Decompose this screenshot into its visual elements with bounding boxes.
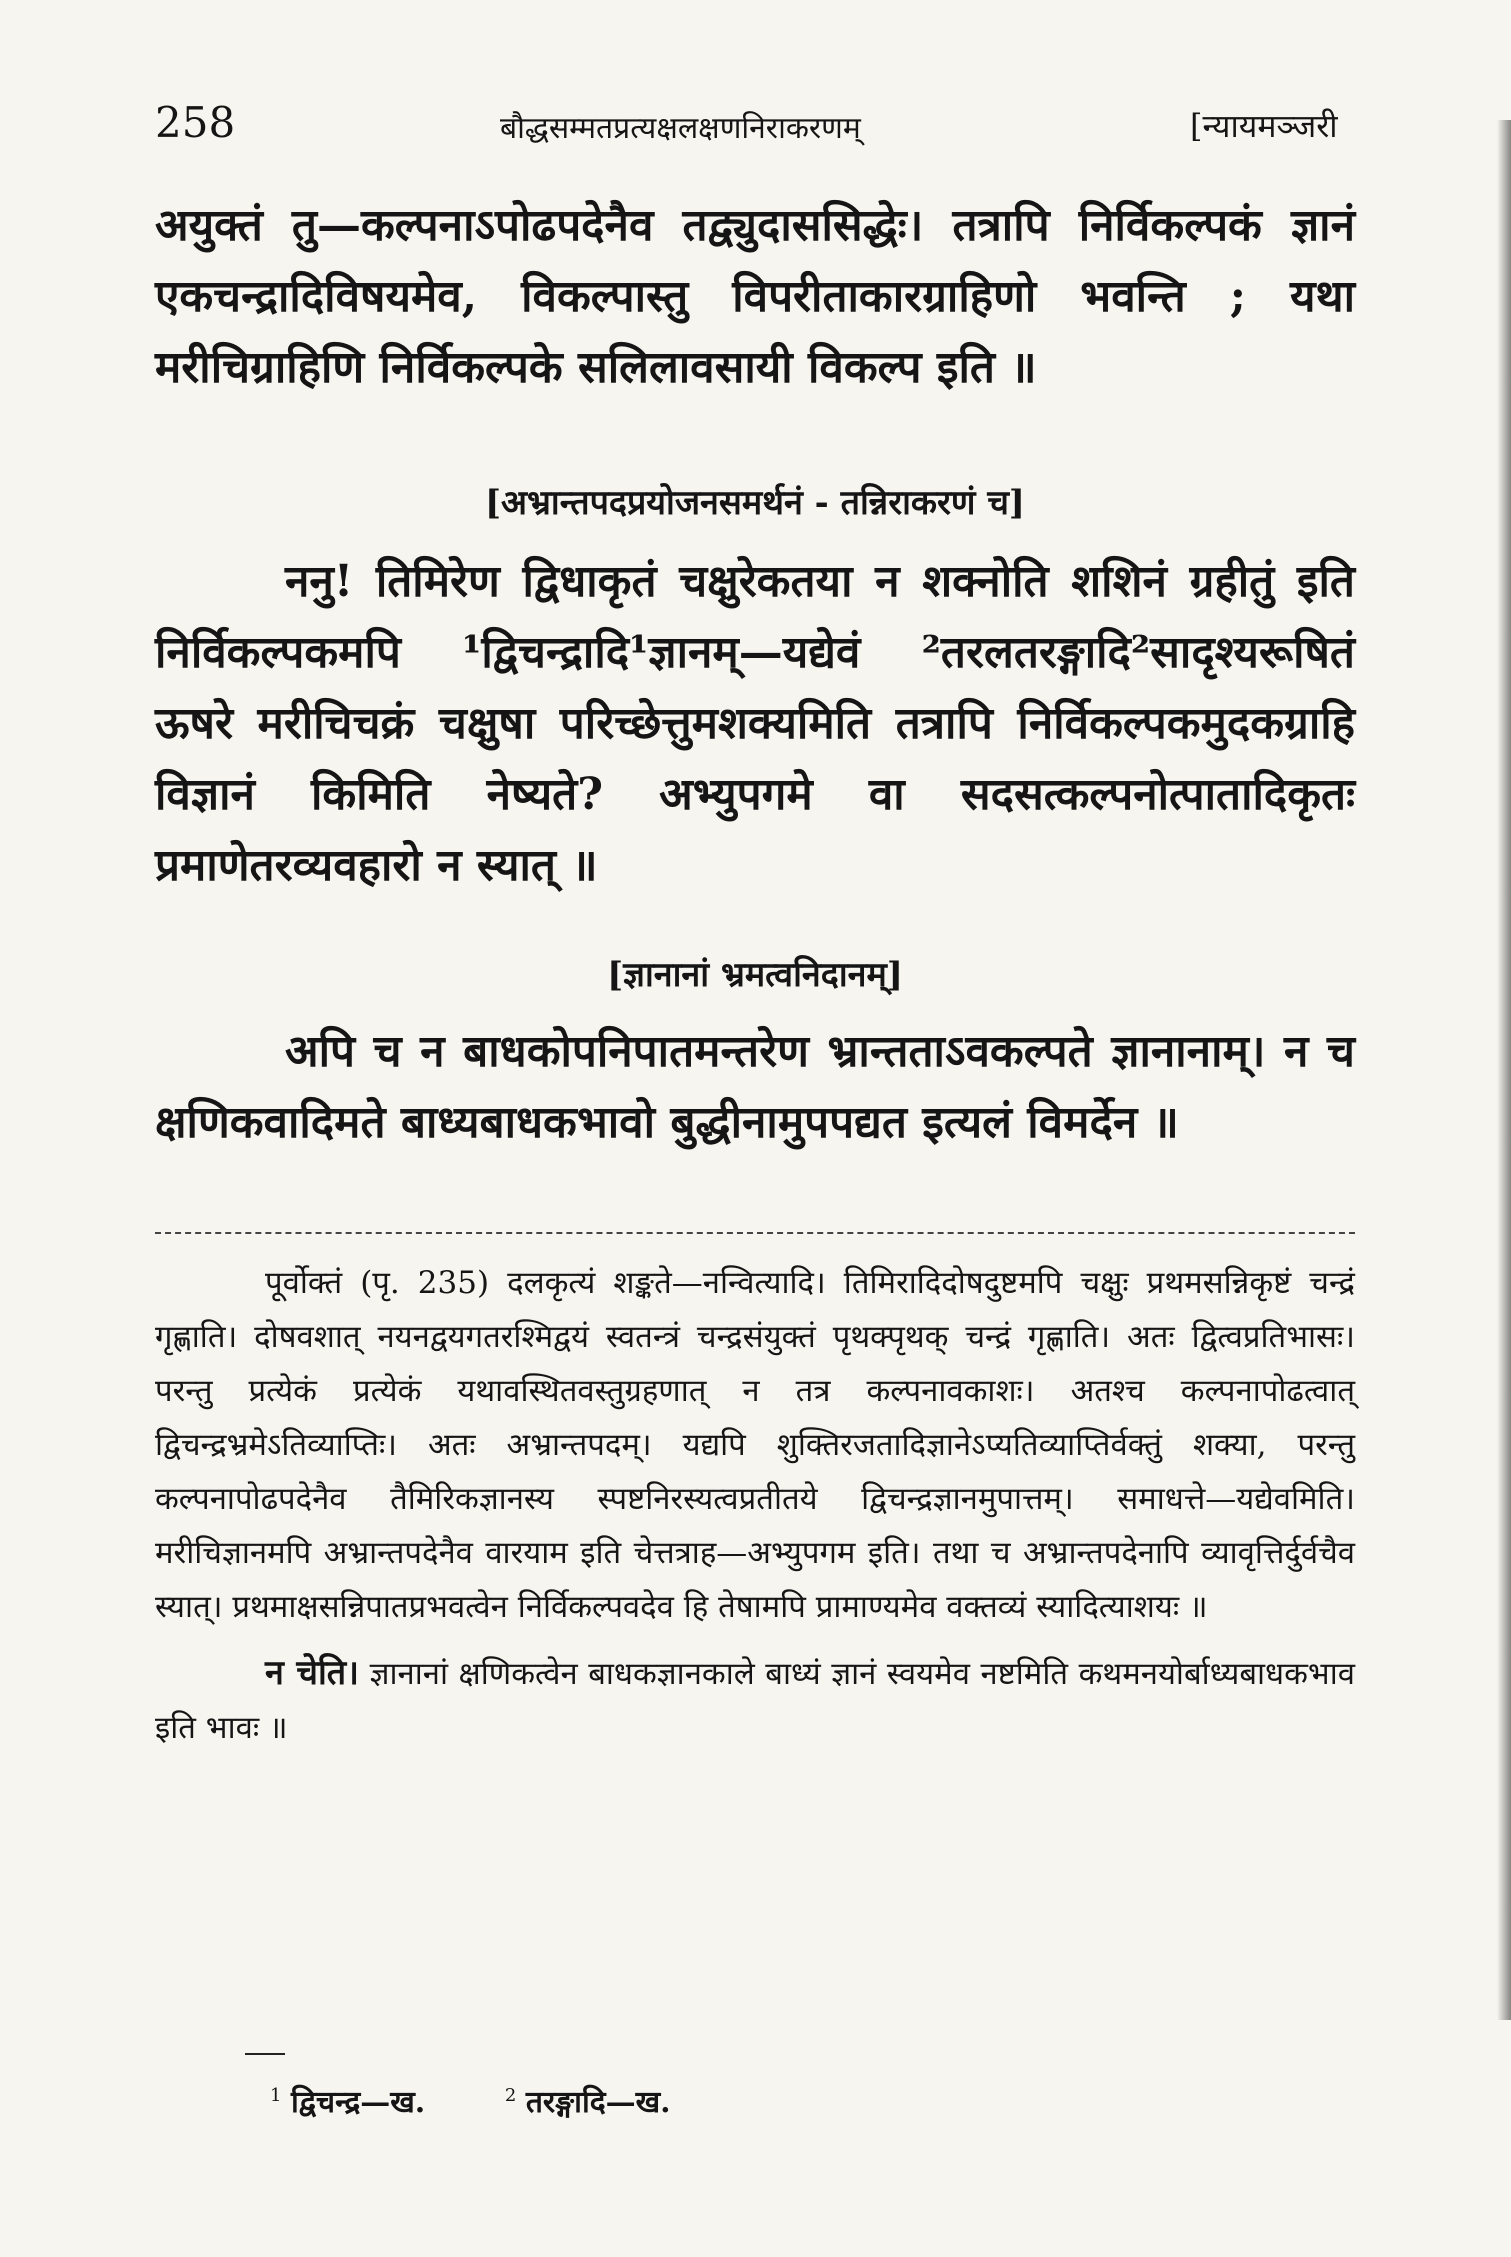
section-heading: [ज्ञानानां भ्रमत्वनिदानम्] [607, 955, 903, 995]
page-header [155, 98, 1355, 158]
page-edge-shadow [1497, 120, 1511, 2020]
commentary-paragraph: पूर्वोक्तं (पृ. 235) दलकृत्यं शङ्कते—नन्वित्यादि। तिमिरादिदोषदुष्टमपि चक्षुः प्रथमसन्निकृष्टं चन्द्रं गृह्णाति। दोषवशात् नयनद्वयगतरश्मिद्वयं स्वतन्त्रं चन्द्रसंयुक्तं पृथक्पृथक् चन्द्रं गृह्णाति। अतः द्वित्वप्रतिभासः। परन्तु प्रत्येकं प्रत्येकं यथावस्थितवस्तुग्रहणात् न तत्र कल्पनावकाशः। अतश्च कल्पनापोढत्वात् द्विचन्द्रभ्रमेऽतिव्याप्तिः। अतः अभ्रान्तपदम्। यद्यपि शुक्तिरजतादिज्ञानेऽप्यतिव्याप्तिर्वक्तुं शक्या, परन्तु कल्पनापोढपदेनैव तैमिरिकज्ञानस्य स्पष्टनिरस्यत्वप्रतीतये द्विचन्द्रज्ञानमुपात्तम्। समाधत्ते—यद्येवमिति। मरीचिज्ञानमपि अभ्रान्तपदेनैव वारयाम इति चेत्तत्राह—अभ्युपगम इति। तथा च अभ्रान्तपदेनापि व्यावृत्तिर्दुर्वचैव स्यात्। प्रथमाक्षसन्निपातप्रभवत्वेन निर्विकल्पवदेव हि तेषामपि प्रामाण्यमेव वक्तव्यं स्यादित्याशयः ॥ [155, 1265, 1355, 1625]
running-title: बौद्धसम्मतप्रत्यक्षलक्षणनिराकरणम् [500, 111, 861, 146]
commentary-paragraph [155, 1646, 1355, 1755]
text-block-3 [155, 1016, 1355, 1158]
commentary [155, 1256, 1355, 1755]
footnote-1: $^1$ द्विचन्द्र—ख. [270, 2085, 426, 2120]
paragraph: अपि च न बाधकोपनिपातमन्तरेण भ्रान्तताऽवकल्पते ज्ञानानाम्। न च क्षणिकवादिमते बाध्यबाधकभावो बुद्धीनामुपपद्यत इत्यलं विमर्देन ॥ [155, 1026, 1355, 1148]
footnote-rule [245, 2053, 285, 2055]
paragraph: अयुक्तं तु—कल्पनाऽपोढपदेनैव तद्व्युदाससिद्धेः। तत्रापि निर्विकल्पकं ज्ञानं एकचन्द्रादिविषयमेव, विकल्पास्तु विपरीताकारग्राहिणो भवन्ति ; यथा मरीचिग्राहिणि निर्विकल्पके सलिलावसायी विकल्प इति ॥ [155, 200, 1355, 393]
text-block-1 [155, 190, 1355, 403]
paragraph: ननु! तिमिरेण द्विधाकृतं चक्षुरेकतया न शक्नोति शशिनं ग्रहीतुं इति निर्विकल्पकमपि ¹द्विचन्द्रादि¹ज्ञानम्—यद्येवं ²तरलतरङ्गादि²सादृश्यरूषितं ऊषरे मरीचिचक्रं चक्षुषा परिच्छेत्तुमशक्यमिति तत्रापि निर्विकल्पकमुदकग्राहि विज्ञानं किमिति नेष्यते? अभ्युपगमे वा सदसत्कल्पनोत्पातादिकृतः प्रमाणेतरव्यवहारो न स्यात् ॥ [155, 556, 1355, 891]
running-book-title: [न्यायमञ्जरी [1190, 107, 1338, 145]
commentary-text: ज्ञानानां क्षणिकत्वेन बाधकज्ञानकाले बाध्यं ज्ञानं स्वयमेव नष्टमिति कथमनयोर्बाध्यबाधकभाव इति भावः ॥ [155, 1656, 1355, 1746]
page-number: 258 [155, 98, 236, 147]
footnote-2: $^2$ तरङ्गादि—ख. [504, 2085, 671, 2120]
divider [155, 1232, 1355, 1234]
text-block-2 [155, 546, 1355, 901]
footnotes [270, 2080, 741, 2121]
section-heading: [अभ्रान्तपदप्रयोजनसमर्थनं - तन्निराकरणं च] [484, 483, 1026, 523]
commentary-lead: न चेति। [265, 1653, 360, 1693]
